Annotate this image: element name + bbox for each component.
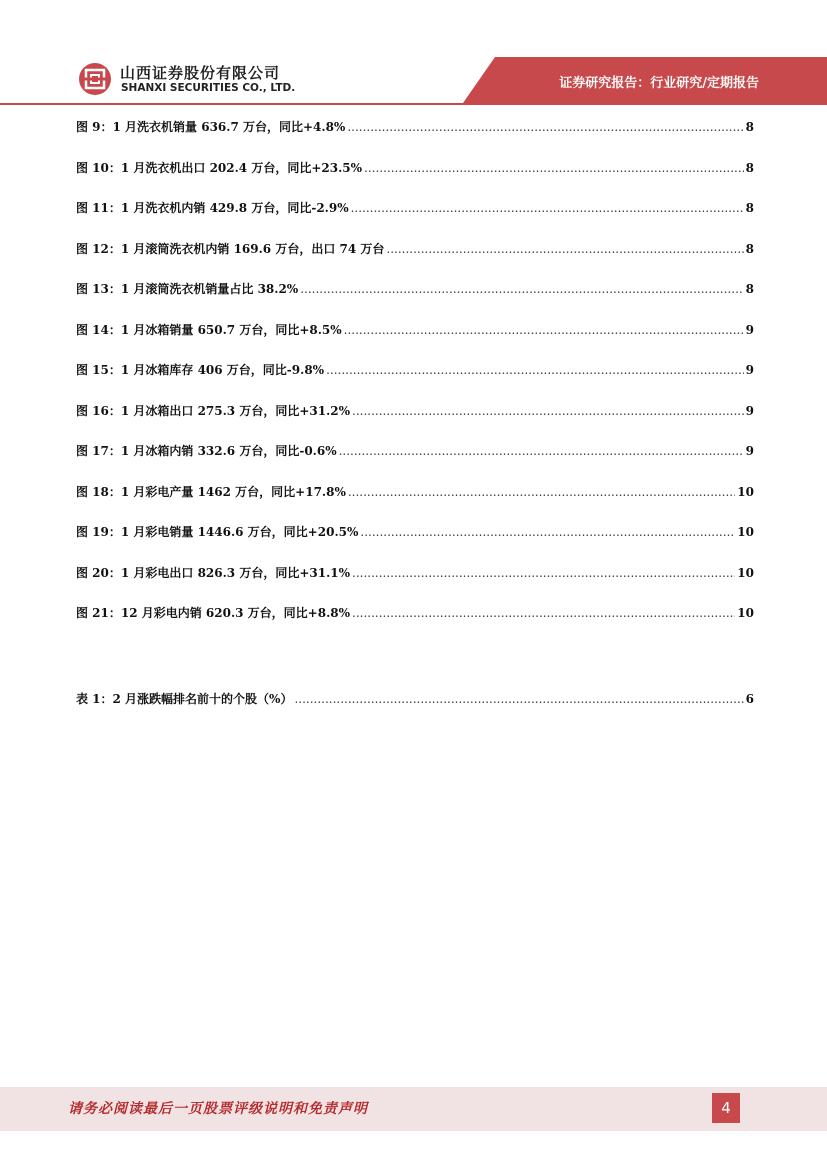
toc-entry-title: 图 16：1 月冰箱出口 275.3 万台，同比+31.2% (76, 403, 351, 418)
toc-entry-page: 9 (745, 363, 754, 377)
toc-entry-title: 图 13：1 月滚筒洗衣机销量占比 38.2% (76, 282, 299, 296)
toc-entry[interactable] (76, 320, 754, 340)
toc-entry[interactable] (76, 563, 754, 583)
toc-entry-page: 8 (745, 160, 754, 175)
toc-table-entry[interactable] (76, 689, 754, 709)
toc-entry[interactable] (76, 279, 754, 299)
toc-entry-title: 图 17：1 月冰箱内销 332.6 万台，同比-0.6% (76, 444, 337, 458)
toc-entry-page: 8 (745, 120, 754, 134)
toc-entry[interactable] (76, 158, 754, 178)
header-divider (0, 103, 827, 105)
toc-leader-dots (344, 320, 744, 340)
report-type-label: 证券研究报告：行业研究/定期报告 (559, 76, 759, 91)
toc-entry-title: 图 15：1 月冰箱库存 406 万台，同比-9.8% (76, 363, 325, 377)
toc-entry-page: 10 (737, 484, 754, 499)
company-name-en: SHANXI SECURITIES CO., LTD. (121, 82, 296, 94)
toc-entry-title: 图 20：1 月彩电出口 826.3 万台，同比+31.1% (76, 565, 351, 580)
toc-entry-title: 表 1：2 月涨跌幅排名前十的个股（%） (76, 692, 293, 706)
toc-entry[interactable] (76, 360, 754, 380)
toc-leader-dots (352, 401, 744, 421)
toc-entry[interactable] (76, 198, 754, 218)
toc-entry-page: 9 (745, 403, 754, 418)
toc-entry-page: 8 (745, 282, 754, 296)
toc-entry[interactable] (76, 603, 754, 623)
disclaimer-notice: 请务必阅读最后一页股票评级说明和免责声明 (68, 1101, 368, 1117)
toc-entry-title: 图 19：1 月彩电销量 1446.6 万台，同比+20.5% (76, 525, 359, 539)
toc-entry-title: 图 21：12 月彩电内销 620.3 万台，同比+8.8% (76, 606, 351, 620)
toc-entry[interactable] (76, 441, 754, 461)
toc-entry[interactable] (76, 117, 754, 137)
company-logo-icon (78, 62, 112, 96)
toc-leader-dots (360, 522, 735, 542)
toc-leader-dots (300, 279, 743, 299)
toc-leader-dots (294, 689, 743, 709)
toc-leader-dots (348, 482, 735, 502)
toc-entry-page: 8 (745, 201, 754, 215)
toc-entry-title: 图 10：1 月洗衣机出口 202.4 万台，同比+23.5% (76, 160, 363, 175)
page-number: 4 (712, 1093, 740, 1123)
toc-leader-dots (386, 239, 743, 259)
toc-entry-page: 9 (745, 322, 754, 337)
toc-entry-title: 图 9：1 月洗衣机销量 636.7 万台，同比+4.8% (76, 120, 346, 134)
toc-entry-title: 图 11：1 月洗衣机内销 429.8 万台，同比-2.9% (76, 201, 349, 215)
toc-leader-dots (351, 198, 744, 218)
toc-entry[interactable] (76, 239, 754, 259)
toc-leader-dots (352, 563, 735, 583)
company-name-cn: 山西证券股份有限公司 (120, 64, 281, 82)
toc-leader-dots (352, 603, 735, 623)
toc-leader-dots (339, 441, 744, 461)
toc-leader-dots (326, 360, 744, 380)
toc-entry-title: 图 14：1 月冰箱销量 650.7 万台，同比+8.5% (76, 322, 342, 337)
page-header (0, 0, 827, 110)
toc-entry-title: 图 18：1 月彩电产量 1462 万台，同比+17.8% (76, 484, 346, 499)
toc-entry[interactable] (76, 482, 754, 502)
toc-leader-dots (364, 158, 744, 178)
toc-leader-dots (347, 117, 743, 137)
page-footer (0, 1087, 827, 1131)
toc-entry-page: 10 (737, 606, 754, 620)
toc-entry-page: 9 (745, 444, 754, 458)
toc-entry-title: 图 12：1 月滚筒洗衣机内销 169.6 万台，出口 74 万台 (76, 241, 385, 256)
toc-entry-page: 10 (737, 565, 754, 580)
toc-entry-page: 6 (745, 692, 754, 706)
toc-entry[interactable] (76, 401, 754, 421)
toc-entry-page: 10 (737, 525, 754, 539)
toc-entry-page: 8 (745, 241, 754, 256)
toc-entry[interactable] (76, 522, 754, 542)
